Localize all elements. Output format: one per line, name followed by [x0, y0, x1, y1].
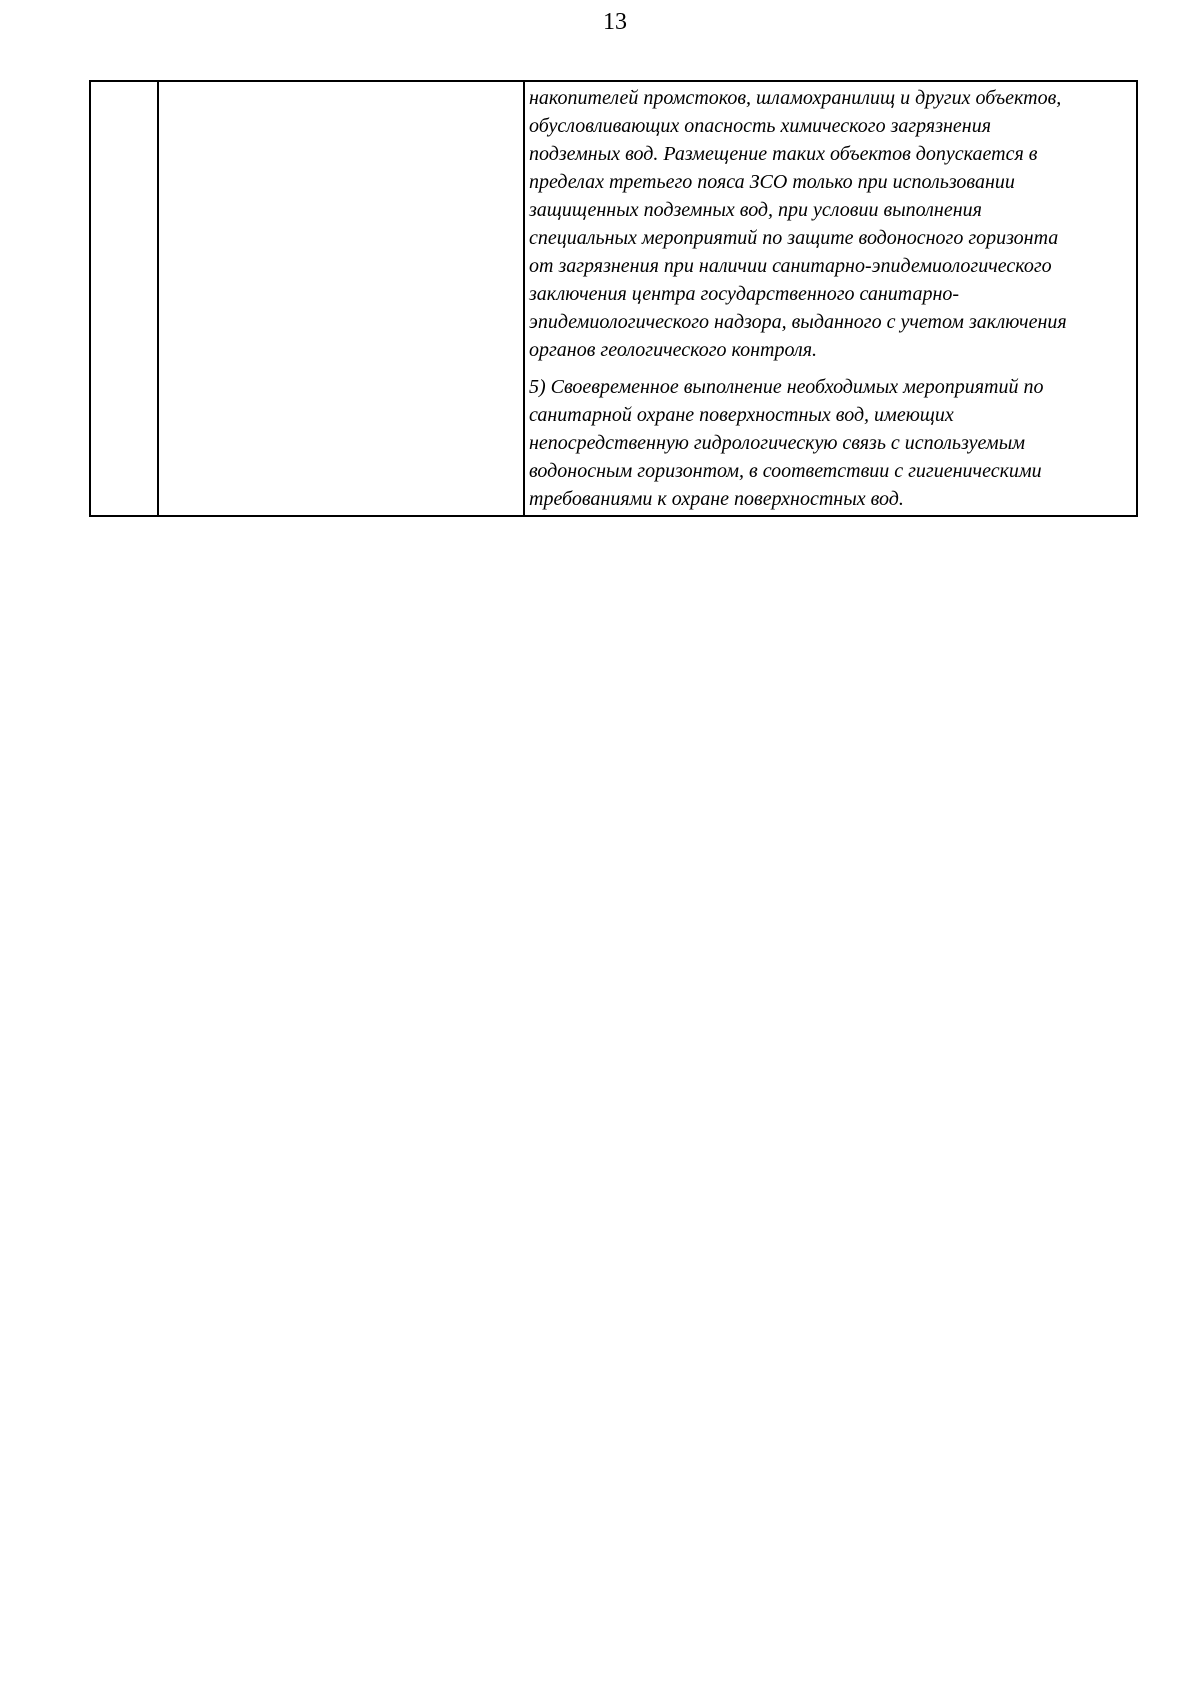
cell-number: [90, 81, 158, 516]
requirement-paragraph: накопителей промстоков, шламохранилищ и других объектов, обусловливающих опасность химического загрязнения подземных вод. Размещение таких объектов допускается в пределах третьего пояса ЗСО только при использовании защищенных подземных вод, при условии выполнения специальных мероприятий по защите водоносного горизонта от загрязнения при наличии санитарно-эпидемиологического заключения центра государственного санитарно- эпидемиологического надзора, выданного с учетом заключения органов геологического контроля.: [529, 87, 1067, 361]
requirements-table: [89, 80, 1138, 517]
requirement-paragraph: 5) Своевременное выполнение необходимых мероприятий по санитарной охране поверхностных вод, имеющих непосредственную гидрологическую связь с используемым водоносным горизонтом, в соответствии с гигиеническими требованиями к охране поверхностных вод.: [529, 376, 1044, 510]
page-number: 13: [603, 9, 627, 35]
cell-name: [158, 81, 524, 516]
table-row: [90, 81, 1137, 516]
cell-requirements: [524, 81, 1137, 516]
